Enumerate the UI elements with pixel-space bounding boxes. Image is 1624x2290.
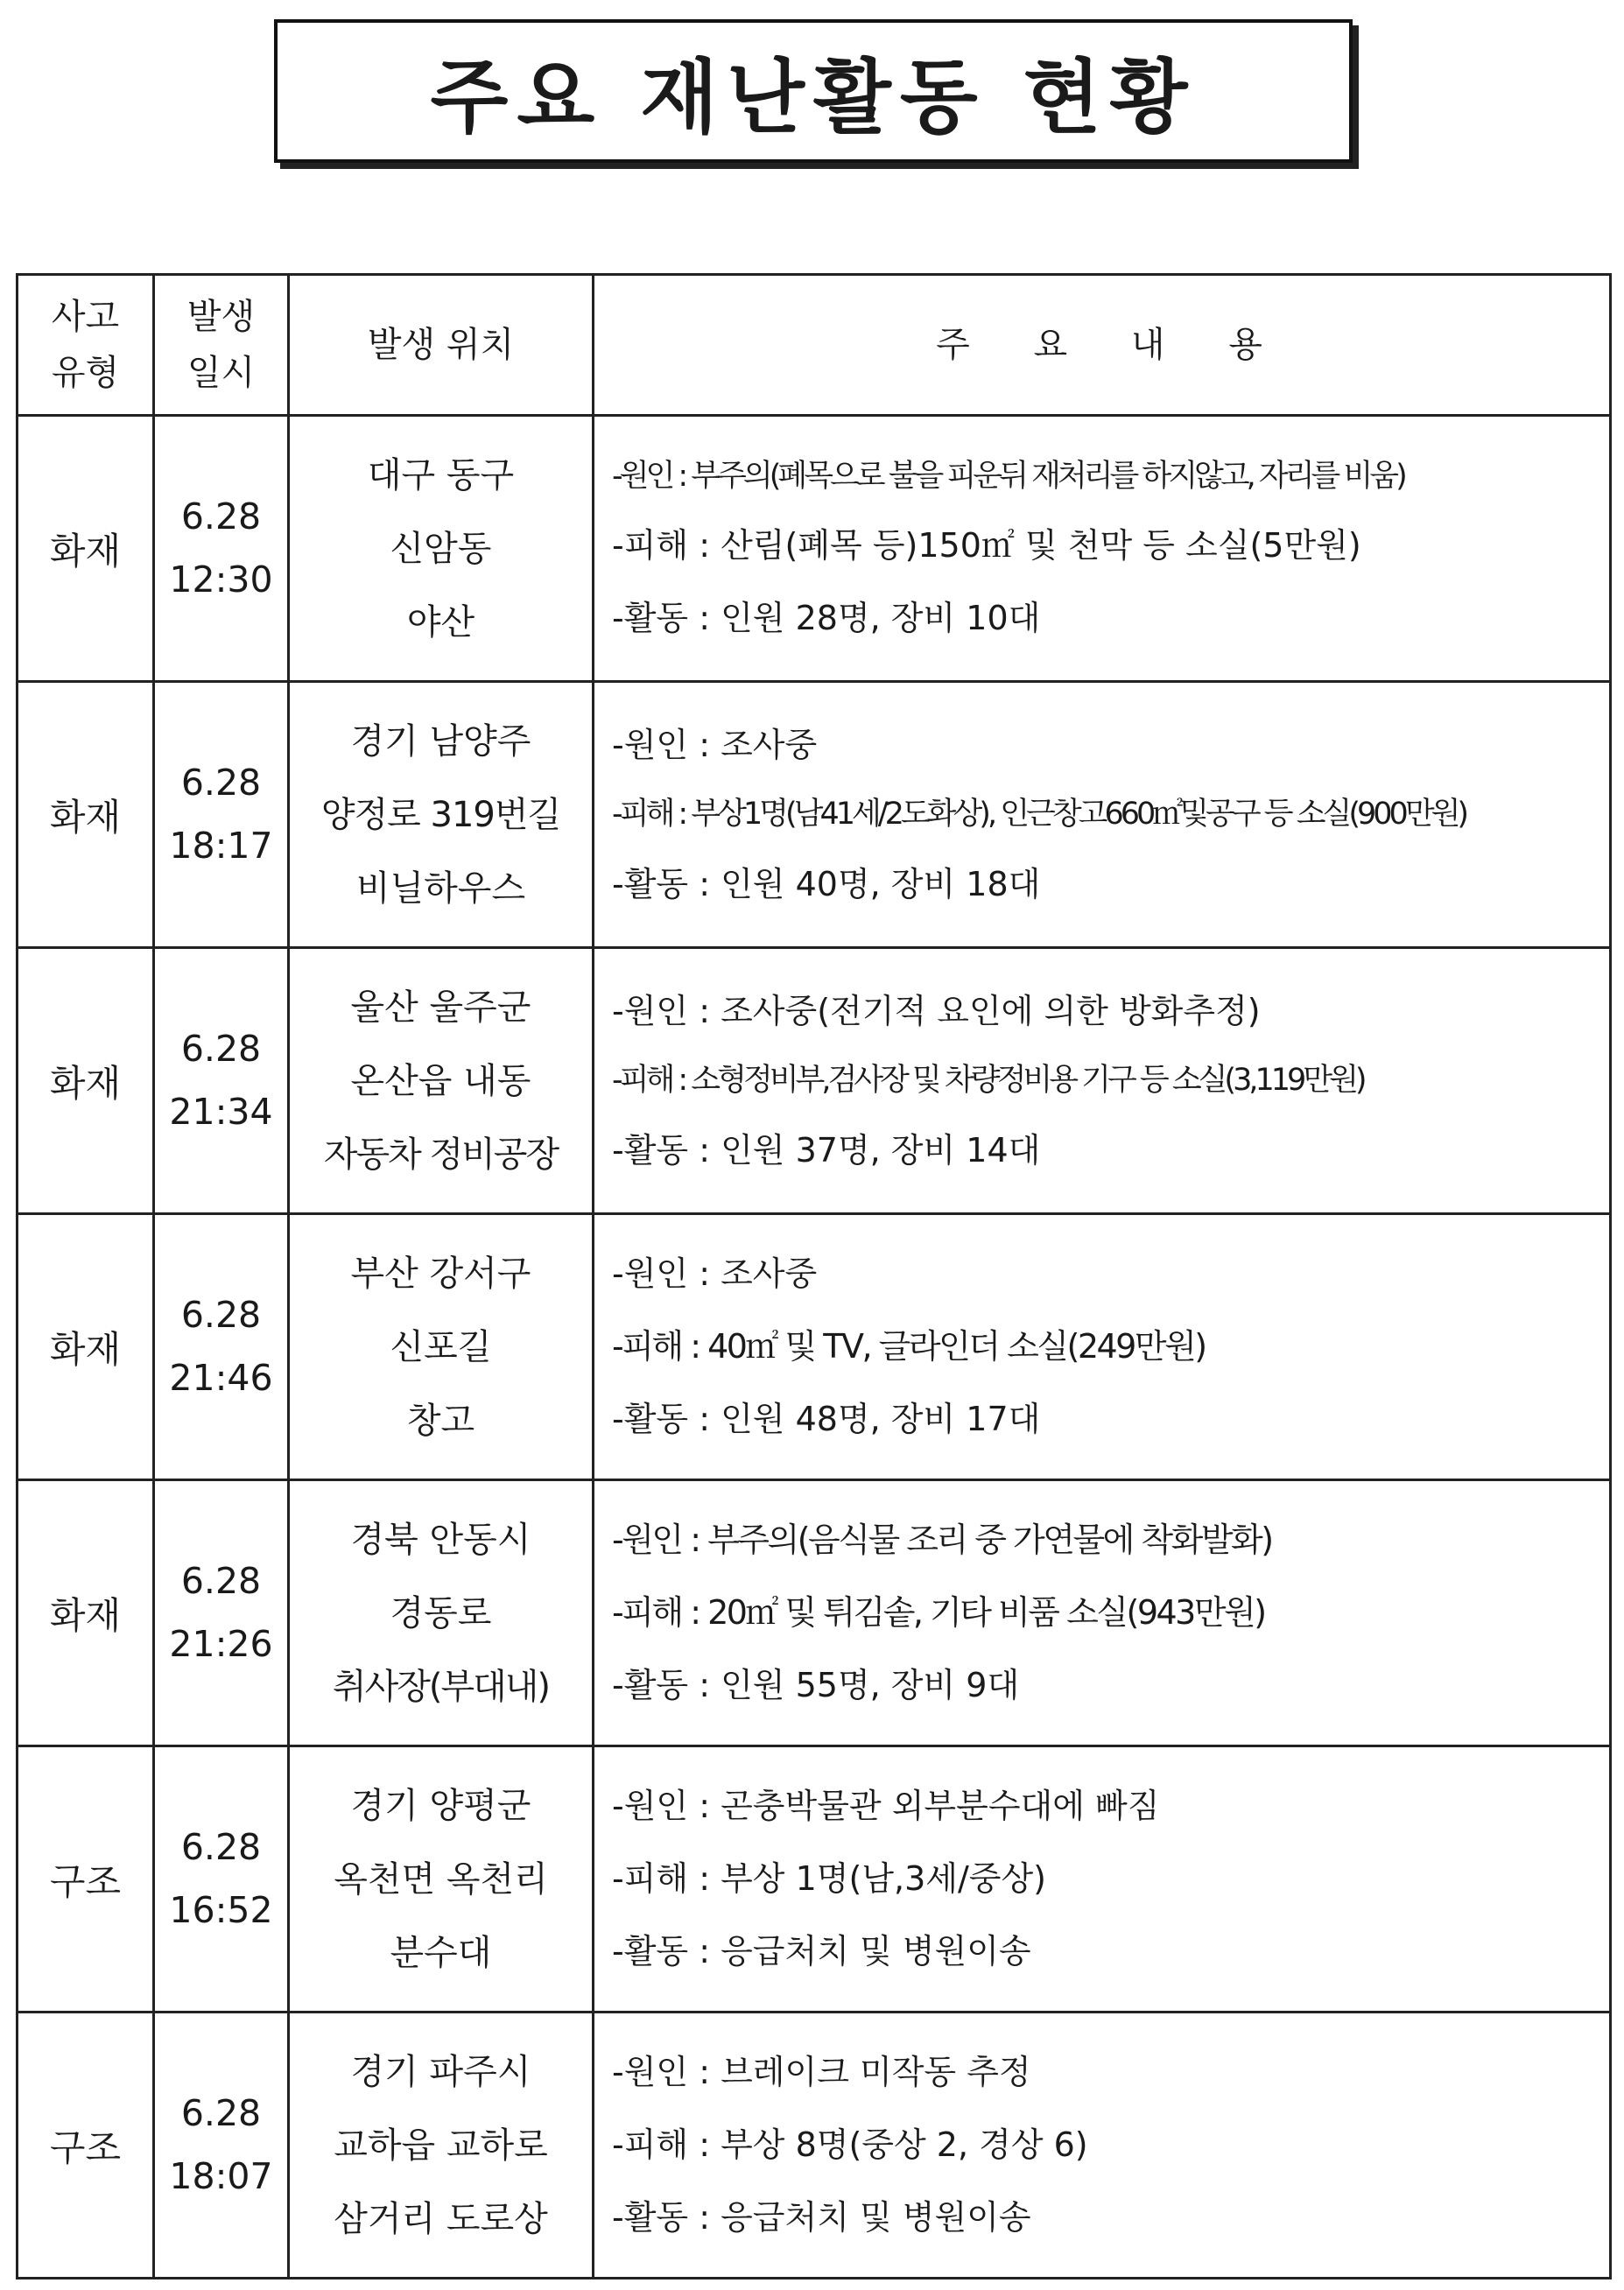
location-line: 자동차 정비공장 [323, 1134, 559, 1175]
incident-content [594, 2013, 1611, 2279]
location-line: 옥천면 옥천리 [334, 1858, 548, 1900]
activity-line: -활동 : 응급처치 및 병원이송 [612, 1931, 1031, 1970]
damage-line: -피해 : 20㎡ 및 튀김솥, 기타 비품 소실(943만원) [612, 1593, 1265, 1633]
table-row [18, 948, 1611, 1214]
incident-datetime [154, 1480, 289, 1746]
location-line: 부산 강서구 [350, 1253, 531, 1294]
activity-line: -활동 : 인원 48명, 장비 17대 [612, 1399, 1041, 1438]
damage-line: -피해 : 산림(폐목 등)150㎡ 및 천막 등 소실(5만원) [612, 525, 1361, 565]
cause-line: -원인 : 곤충박물관 외부분수대에 빠짐 [612, 1787, 1160, 1826]
table-header-row [18, 275, 1611, 416]
incident-content [594, 1480, 1611, 1746]
location-line: 삼거리 도로상 [334, 2198, 548, 2239]
cause-line: -원인 : 조사중 [612, 1254, 818, 1294]
incident-date: 6.28 [180, 495, 262, 537]
location-line: 야산 [406, 601, 475, 643]
activity-line: -활동 : 인원 55명, 장비 9대 [612, 1665, 1020, 1704]
incident-time: 16:52 [169, 1888, 273, 1931]
table-row [18, 1746, 1611, 2013]
incident-datetime [154, 1214, 289, 1480]
cause-line: -원인 : 부주의(음식물 조리 중 가연물에 착화발화) [612, 1521, 1272, 1560]
incident-type: 화재 [18, 682, 154, 948]
location-line: 울산 울주군 [350, 987, 531, 1028]
location-line: 경동로 [390, 1592, 492, 1633]
location-line: 온산읍 내동 [350, 1060, 531, 1101]
location-line: 신암동 [390, 528, 492, 569]
cause-line: -원인 : 조사중(전기적 요인에 의한 방화추정) [612, 991, 1261, 1030]
activity-line: -활동 : 인원 28명, 장비 10대 [612, 598, 1041, 637]
incident-location [289, 416, 594, 682]
incident-type: 구조 [18, 2013, 154, 2279]
incident-date: 6.28 [180, 1825, 262, 1868]
header-datetime: 발생 일시 [154, 275, 289, 416]
location-line: 경기 파주시 [350, 2051, 531, 2092]
incident-content [594, 948, 1611, 1214]
incident-type: 화재 [18, 948, 154, 1214]
incident-content [594, 1214, 1611, 1480]
incident-location [289, 1480, 594, 1746]
header-content: 주 요 내 용 [594, 275, 1611, 416]
location-line: 창고 [406, 1400, 475, 1441]
table-row [18, 1480, 1611, 1746]
incident-location [289, 1214, 594, 1480]
incident-content [594, 682, 1611, 948]
activity-line: -활동 : 인원 40명, 장비 18대 [612, 864, 1041, 903]
location-line: 신포길 [390, 1326, 492, 1367]
damage-line: -피해 : 부상 1명(남,3세/중상) [612, 1859, 1047, 1899]
location-line: 비닐하우스 [355, 868, 526, 909]
damage-line: -피해 : 부상 8명(중상 2, 경상 6) [612, 2125, 1088, 2165]
incident-date: 6.28 [180, 1293, 262, 1336]
damage-line: -피해 : 40㎡ 및 TV, 글라인더 소실(249만원) [612, 1327, 1206, 1366]
cause-line: -원인 : 부주의(폐목으로 불을 피운뒤 재처리를 하지않고, 자리를 비움) [612, 458, 1404, 494]
table-row [18, 682, 1611, 948]
incident-time: 12:30 [169, 558, 273, 601]
location-line: 취사장(부대내) [332, 1666, 550, 1707]
header-type: 사고 유형 [18, 275, 154, 416]
activity-line: -활동 : 인원 37명, 장비 14대 [612, 1130, 1041, 1170]
incident-type: 구조 [18, 1746, 154, 2013]
incident-location [289, 2013, 594, 2279]
table-row [18, 416, 1611, 682]
location-line: 경기 양평군 [350, 1785, 531, 1826]
incident-time: 21:34 [169, 1090, 273, 1133]
location-line: 분수대 [390, 1932, 492, 1973]
incident-date: 6.28 [180, 1559, 262, 1602]
title-box [274, 19, 1353, 163]
incident-time: 21:26 [169, 1622, 273, 1665]
cause-line: -원인 : 브레이크 미작동 추정 [612, 2053, 1031, 2092]
incident-location [289, 1746, 594, 2013]
header-location: 발생 위치 [289, 275, 594, 416]
table-row [18, 1214, 1611, 1480]
damage-line: -피해 : 부상1명(남41세/2도화상), 인근창고660㎡및공구 등 소실(900만원) [612, 797, 1466, 832]
incident-type: 화재 [18, 1480, 154, 1746]
incident-type: 화재 [18, 416, 154, 682]
damage-line: -피해 : 소형정비부,검사장 및 차량정비용 기구 등 소실(3,119만원) [612, 1063, 1364, 1099]
incident-content [594, 1746, 1611, 2013]
location-line: 교하읍 교하로 [334, 2125, 548, 2166]
incident-location [289, 682, 594, 948]
incident-datetime [154, 682, 289, 948]
table-row [18, 2013, 1611, 2279]
cause-line: -원인 : 조사중 [612, 725, 818, 764]
disaster-activity-table [16, 273, 1612, 2279]
incident-location [289, 948, 594, 1214]
incident-type: 화재 [18, 1214, 154, 1480]
incident-datetime [154, 416, 289, 682]
location-line: 양정로 319번길 [320, 794, 561, 835]
location-line: 경북 안동시 [350, 1519, 531, 1560]
incident-time: 18:07 [169, 2154, 273, 2197]
location-line: 대구 동구 [367, 454, 515, 495]
page-title: 주요 재난활동 현황 [430, 51, 1197, 144]
incident-date: 6.28 [180, 761, 262, 804]
incident-content [594, 416, 1611, 682]
location-line: 경기 남양주 [350, 720, 531, 762]
incident-date: 6.28 [180, 2091, 262, 2134]
activity-line: -활동 : 응급처치 및 병원이송 [612, 2197, 1031, 2237]
incident-datetime [154, 2013, 289, 2279]
incident-time: 21:46 [169, 1356, 273, 1399]
incident-datetime [154, 948, 289, 1214]
incident-date: 6.28 [180, 1027, 262, 1070]
incident-time: 18:17 [169, 824, 273, 867]
incident-datetime [154, 1746, 289, 2013]
